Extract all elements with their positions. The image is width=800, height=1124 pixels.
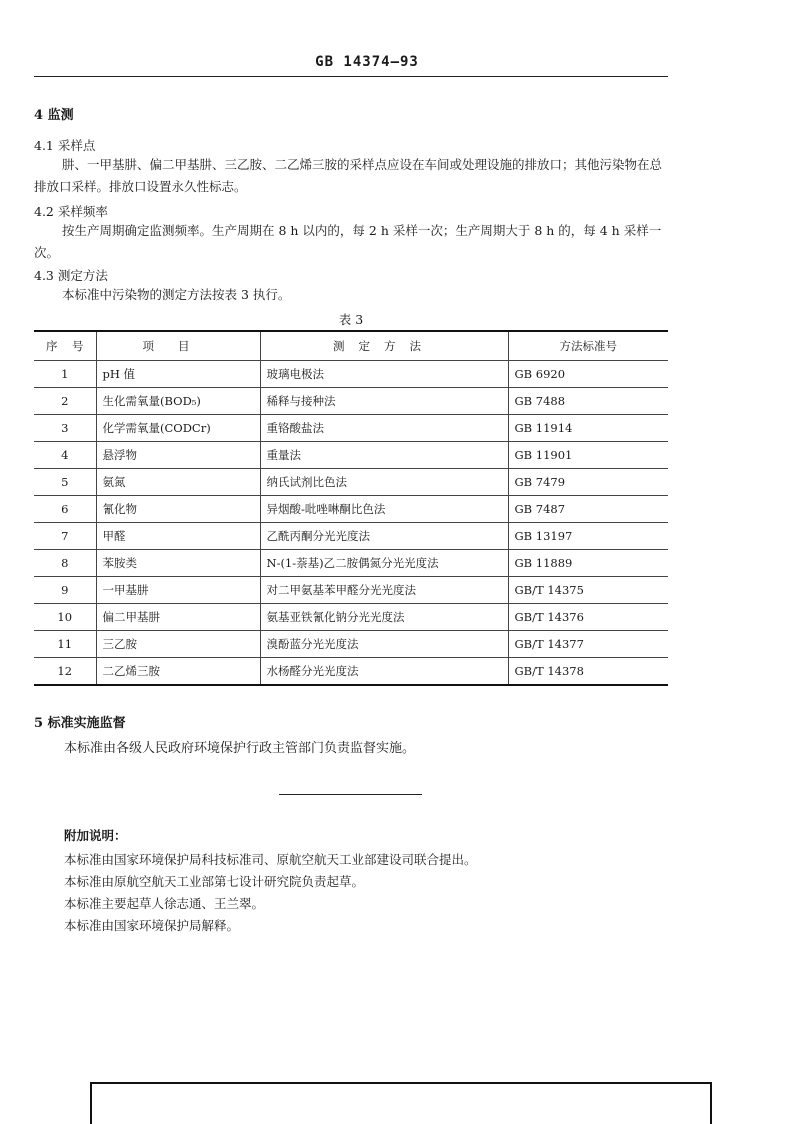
header-item: 项目 [96, 331, 260, 361]
row-method: 重量法 [260, 442, 508, 469]
row-item: 悬浮物 [96, 442, 260, 469]
row-serial: 2 [34, 388, 96, 415]
row-item: 化学需氧量(CODCr) [96, 415, 260, 442]
table-row [34, 604, 668, 631]
row-item: 氰化物 [96, 496, 260, 523]
row-standard: GB/T 14376 [508, 604, 668, 631]
table-row [34, 388, 668, 415]
table-header-row [34, 331, 668, 361]
table-row [34, 361, 668, 388]
supplement-title: 附加说明： [64, 828, 127, 843]
row-serial: 5 [34, 469, 96, 496]
row-method: 对二甲氨基苯甲醛分光光度法 [260, 577, 508, 604]
row-standard: GB 6920 [508, 361, 668, 388]
row-serial: 12 [34, 658, 96, 686]
row-method: 异烟酸-吡唑啉酮比色法 [260, 496, 508, 523]
row-serial: 11 [34, 631, 96, 658]
header-standard: 方法标准号 [508, 331, 668, 361]
row-serial: 6 [34, 496, 96, 523]
row-method: 溴酚蓝分光光度法 [260, 631, 508, 658]
row-standard: GB/T 14377 [508, 631, 668, 658]
table-row [34, 550, 668, 577]
row-serial: 8 [34, 550, 96, 577]
row-standard: GB 11889 [508, 550, 668, 577]
section-4-1-heading: 4.1 采样点 [34, 138, 96, 153]
row-serial: 9 [34, 577, 96, 604]
section-4-1-text: 肼、一甲基肼、偏二甲基肼、三乙胺、二乙烯三胺的采样点应设在车间或处理设施的排放口；其他污染物在总排放口采样。排放口设置永久性标志。 [34, 157, 663, 194]
row-standard: GB 11901 [508, 442, 668, 469]
row-standard: GB/T 14375 [508, 577, 668, 604]
table-row [34, 496, 668, 523]
section-4-2-text: 按生产周期确定监测频率。生产周期在 8 h 以内的，每 2 h 采样一次；生产周期大于 8 h 的，每 4 h 采样一次。 [34, 223, 662, 260]
row-item: 生化需氧量(BOD₅) [96, 388, 260, 415]
supplement-line: 本标准由国家环境保护局解释。 [64, 918, 240, 933]
section-4-heading: 4 监测 [34, 108, 74, 123]
table-row [34, 469, 668, 496]
row-serial: 7 [34, 523, 96, 550]
row-method: 纳氏试剂比色法 [260, 469, 508, 496]
row-serial: 4 [34, 442, 96, 469]
row-item: 甲醛 [96, 523, 260, 550]
row-serial: 3 [34, 415, 96, 442]
row-item: 二乙烯三胺 [96, 658, 260, 686]
section-4-3-text: 本标准中污染物的测定方法按表 3 执行。 [62, 287, 291, 302]
end-rule [279, 794, 422, 795]
row-method: 水杨醛分光光度法 [260, 658, 508, 686]
table-row [34, 577, 668, 604]
row-serial: 1 [34, 361, 96, 388]
row-method: 玻璃电极法 [260, 361, 508, 388]
section-4-2-heading: 4.2 采样频率 [34, 204, 108, 219]
row-item: 三乙胺 [96, 631, 260, 658]
row-serial: 10 [34, 604, 96, 631]
supplement-line: 本标准由国家环境保护局科技标准司、原航空航天工业部建设司联合提出。 [64, 852, 477, 867]
table-row [34, 658, 668, 686]
row-method: 重铬酸盐法 [260, 415, 508, 442]
supplement-line: 本标准由原航空航天工业部第七设计研究院负责起草。 [64, 874, 365, 889]
section-5-heading: 5 标准实施监督 [34, 716, 126, 731]
table-row [34, 442, 668, 469]
row-method: N-(1-萘基)乙二胺偶氮分光光度法 [260, 550, 508, 577]
row-standard: GB 11914 [508, 415, 668, 442]
row-item: 一甲基肼 [96, 577, 260, 604]
row-item: pH 值 [96, 361, 260, 388]
row-method: 乙酰丙酮分光光度法 [260, 523, 508, 550]
header-serial: 序号 [34, 331, 96, 361]
table-row [34, 415, 668, 442]
row-standard: GB 7488 [508, 388, 668, 415]
table-caption: 表 3 [338, 312, 364, 327]
method-table [34, 330, 668, 686]
row-item: 苯胺类 [96, 550, 260, 577]
document-header: GB 14374—93 [315, 54, 419, 70]
row-method: 稀释与接种法 [260, 388, 508, 415]
header-method: 测定方法 [260, 331, 508, 361]
row-standard: GB 7487 [508, 496, 668, 523]
row-method: 氨基亚铁氰化钠分光光度法 [260, 604, 508, 631]
supplement-line: 本标准主要起草人徐志通、王兰翠。 [64, 896, 265, 911]
table-row [34, 631, 668, 658]
row-item: 氨氮 [96, 469, 260, 496]
bottom-frame [90, 1082, 712, 1124]
section-4-3-heading: 4.3 测定方法 [34, 268, 108, 283]
section-5-text: 本标准由各级人民政府环境保护行政主管部门负责监督实施。 [64, 741, 416, 756]
table-row [34, 523, 668, 550]
row-item: 偏二甲基肼 [96, 604, 260, 631]
row-standard: GB/T 14378 [508, 658, 668, 686]
header-rule [34, 76, 668, 77]
row-standard: GB 13197 [508, 523, 668, 550]
row-standard: GB 7479 [508, 469, 668, 496]
